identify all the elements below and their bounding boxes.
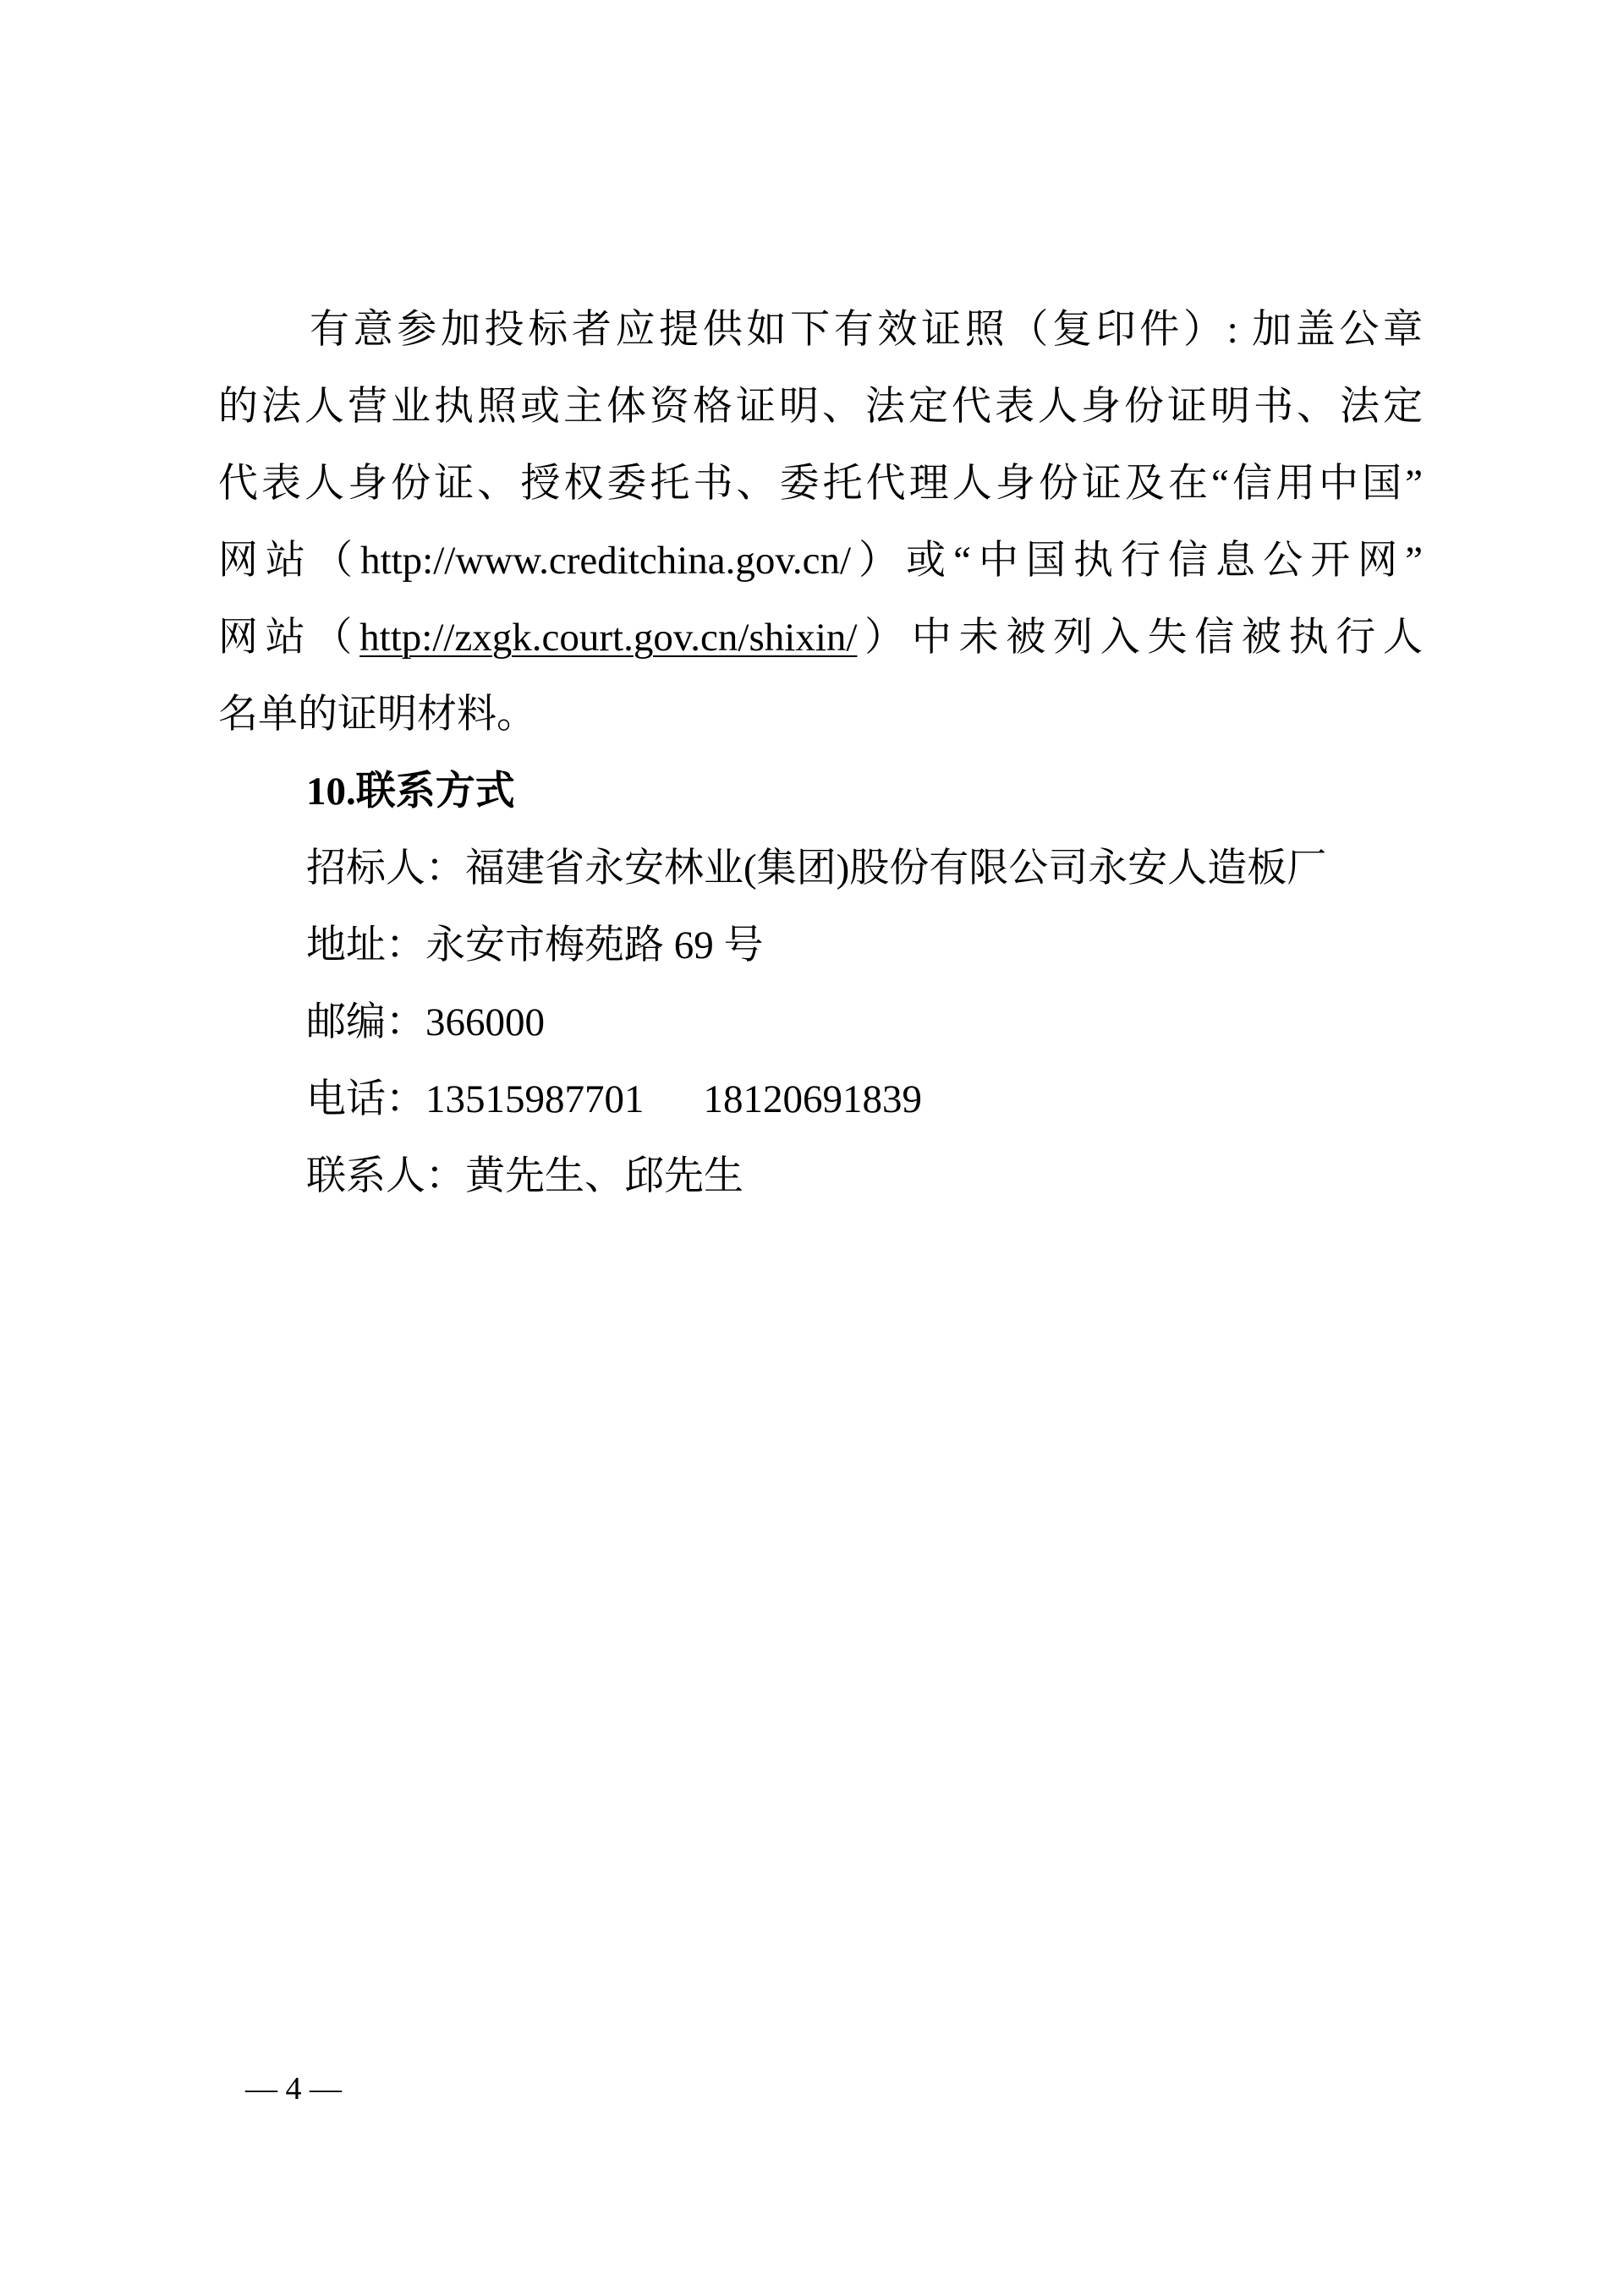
- page-body: [218, 292, 1423, 1215]
- line5-prefix: 网站（: [218, 616, 360, 660]
- line5-suffix: ）中未被列入失信被执行人: [857, 616, 1424, 660]
- creditchina-url: http://www.creditchina.gov.cn/: [360, 539, 852, 583]
- contact-bidder-line: [218, 830, 1423, 907]
- paragraph-line-3: 代表人身份证、授权委托书、委托代理人身份证及在“信用中国”: [218, 462, 1423, 506]
- phone-label: 电话：: [306, 1077, 425, 1121]
- address-value: 永安市梅苑路 69 号: [425, 923, 764, 967]
- postcode-value: 366000: [425, 1000, 545, 1044]
- contacts-value: 黄先生、邱先生: [465, 1154, 743, 1198]
- paragraph-line-2: 的法人营业执照或主体资格证明、法定代表人身份证明书、法定: [218, 385, 1423, 429]
- postcode-label: 邮编：: [306, 1000, 425, 1044]
- paragraph-line-1: 有意参加投标者应提供如下有效证照（复印件）: 加盖公章: [310, 308, 1423, 352]
- paragraph-line-5: [218, 600, 1423, 677]
- contact-phone-line: [218, 1061, 1423, 1138]
- line4-suffix: ）或“中国执行信息公开网”: [851, 539, 1423, 583]
- page-number: — 4 —: [245, 2071, 342, 2107]
- bidder-value: 福建省永安林业(集团)股份有限公司永安人造板厂: [465, 847, 1327, 890]
- line4-prefix: 网站（: [218, 539, 361, 583]
- paragraph-line-4: [218, 523, 1423, 600]
- paragraph-line-6: 名单的证明材料。: [218, 693, 536, 737]
- phone-number-2: 18120691839: [703, 1077, 922, 1121]
- court-shixin-url[interactable]: http://zxgk.court.gov.cn/shixin/: [359, 616, 858, 660]
- contacts-label: 联系人：: [306, 1154, 465, 1198]
- contact-postcode-line: [218, 984, 1423, 1061]
- section-heading-contact: 10.联系方式: [306, 770, 515, 814]
- contact-address-line: [218, 907, 1423, 984]
- phone-number-1: 13515987701: [425, 1077, 645, 1121]
- bidder-label: 招标人：: [306, 847, 465, 890]
- contact-persons-line: [218, 1138, 1423, 1215]
- address-label: 地址：: [306, 923, 425, 967]
